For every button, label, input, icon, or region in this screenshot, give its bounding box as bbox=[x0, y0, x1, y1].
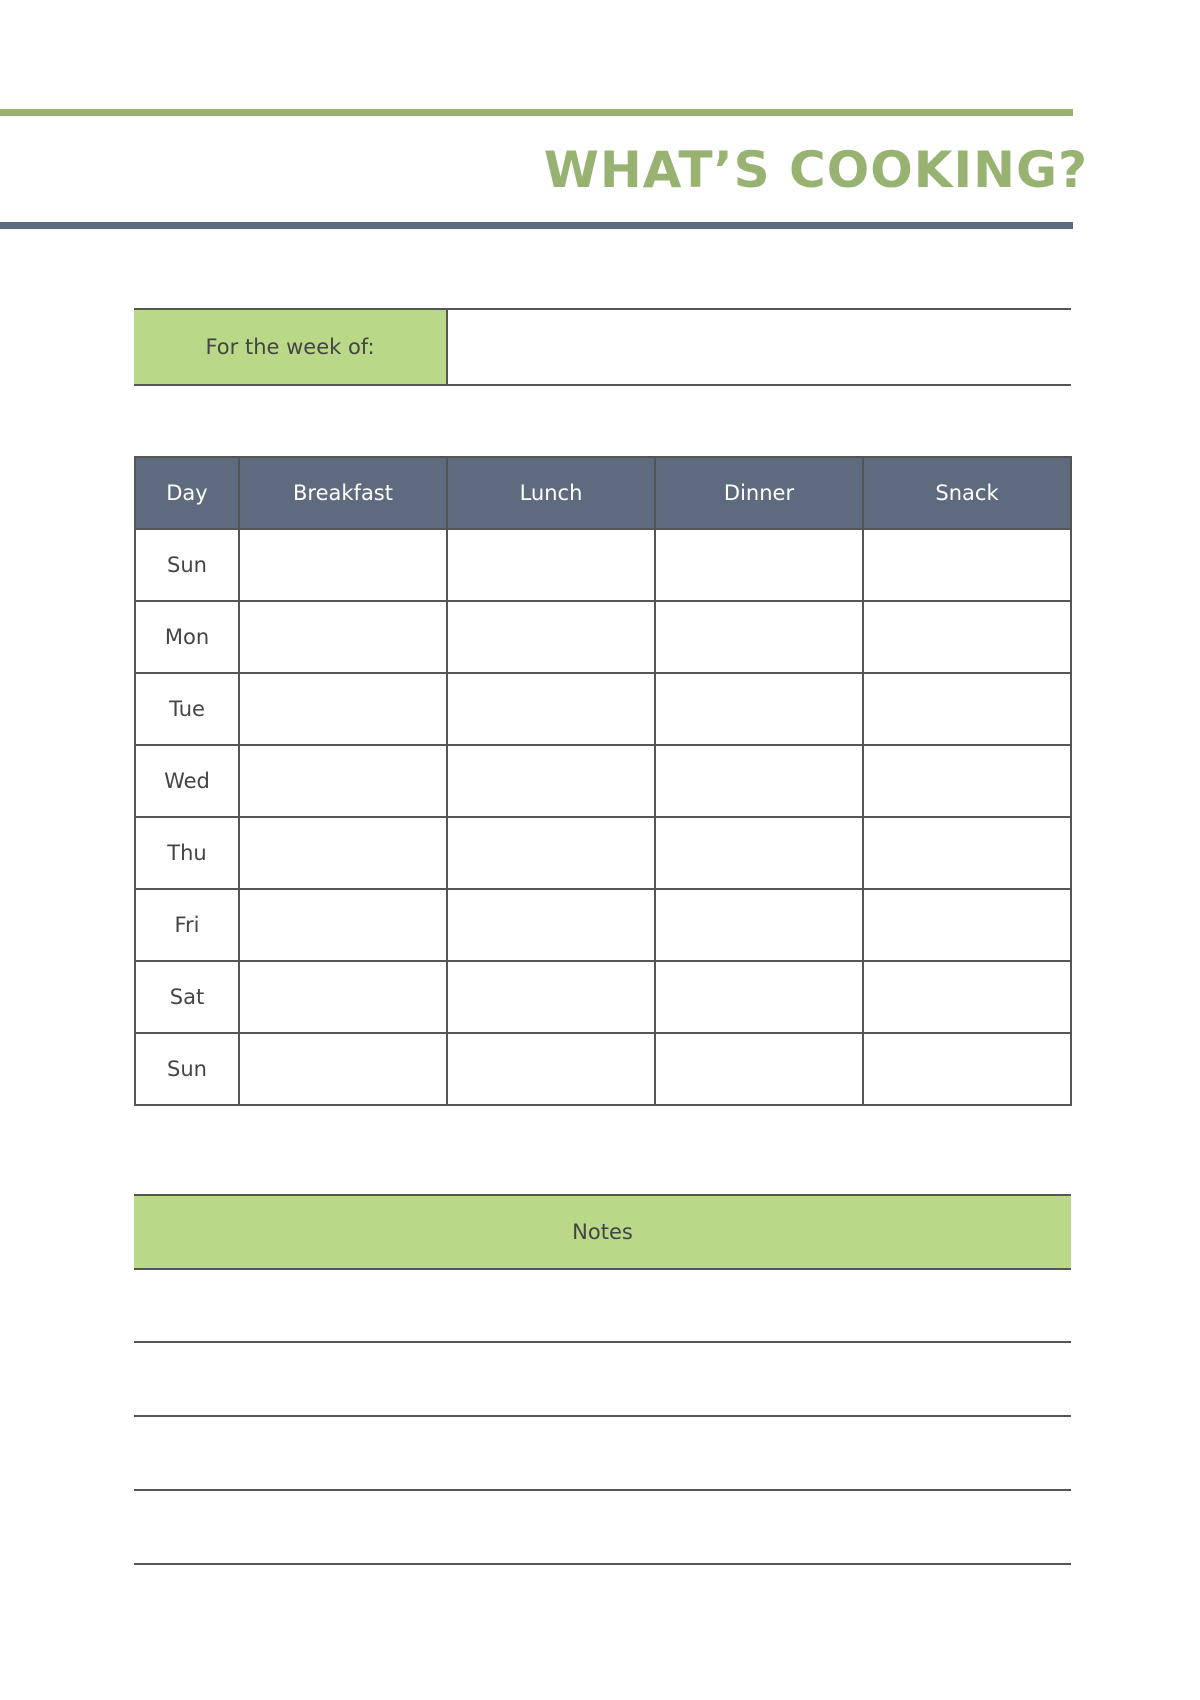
table-header-row bbox=[135, 457, 1071, 529]
breakfast-cell[interactable] bbox=[239, 889, 447, 961]
snack-cell[interactable] bbox=[863, 673, 1071, 745]
dinner-cell[interactable] bbox=[655, 817, 863, 889]
snack-cell[interactable] bbox=[863, 601, 1071, 673]
day-cell: Tue bbox=[135, 673, 239, 745]
snack-cell[interactable] bbox=[863, 1033, 1071, 1105]
week-of-row bbox=[134, 308, 1071, 386]
snack-cell[interactable] bbox=[863, 961, 1071, 1033]
dinner-cell[interactable] bbox=[655, 601, 863, 673]
table-row bbox=[135, 961, 1071, 1033]
week-of-label: For the week of: bbox=[134, 310, 448, 384]
snack-cell[interactable] bbox=[863, 745, 1071, 817]
note-line[interactable] bbox=[134, 1341, 1071, 1343]
dinner-cell[interactable] bbox=[655, 1033, 863, 1105]
notes-header: Notes bbox=[134, 1194, 1071, 1270]
table-row bbox=[135, 601, 1071, 673]
lunch-cell[interactable] bbox=[447, 889, 655, 961]
table-row bbox=[135, 889, 1071, 961]
column-header-snack: Snack bbox=[863, 457, 1071, 529]
column-header-lunch: Lunch bbox=[447, 457, 655, 529]
day-cell: Sun bbox=[135, 529, 239, 601]
table-row bbox=[135, 673, 1071, 745]
breakfast-cell[interactable] bbox=[239, 529, 447, 601]
bottom-slate-rule bbox=[0, 222, 1073, 229]
snack-cell[interactable] bbox=[863, 529, 1071, 601]
day-cell: Sun bbox=[135, 1033, 239, 1105]
dinner-cell[interactable] bbox=[655, 745, 863, 817]
day-cell: Mon bbox=[135, 601, 239, 673]
dinner-cell[interactable] bbox=[655, 961, 863, 1033]
column-header-dinner: Dinner bbox=[655, 457, 863, 529]
day-cell: Sat bbox=[135, 961, 239, 1033]
lunch-cell[interactable] bbox=[447, 529, 655, 601]
page-title: WHAT’S COOKING? bbox=[543, 141, 1088, 199]
snack-cell[interactable] bbox=[863, 889, 1071, 961]
lunch-cell[interactable] bbox=[447, 673, 655, 745]
column-header-day: Day bbox=[135, 457, 239, 529]
lunch-cell[interactable] bbox=[447, 1033, 655, 1105]
note-line[interactable] bbox=[134, 1415, 1071, 1417]
breakfast-cell[interactable] bbox=[239, 1033, 447, 1105]
table-row bbox=[135, 1033, 1071, 1105]
breakfast-cell[interactable] bbox=[239, 673, 447, 745]
lunch-cell[interactable] bbox=[447, 961, 655, 1033]
note-line[interactable] bbox=[134, 1563, 1071, 1565]
day-cell: Fri bbox=[135, 889, 239, 961]
week-of-field[interactable] bbox=[448, 310, 1071, 384]
breakfast-cell[interactable] bbox=[239, 745, 447, 817]
lunch-cell[interactable] bbox=[447, 745, 655, 817]
lunch-cell[interactable] bbox=[447, 817, 655, 889]
table-row bbox=[135, 817, 1071, 889]
breakfast-cell[interactable] bbox=[239, 961, 447, 1033]
table-row bbox=[135, 745, 1071, 817]
meal-plan-table bbox=[134, 456, 1072, 1106]
breakfast-cell[interactable] bbox=[239, 817, 447, 889]
day-cell: Wed bbox=[135, 745, 239, 817]
dinner-cell[interactable] bbox=[655, 889, 863, 961]
dinner-cell[interactable] bbox=[655, 529, 863, 601]
breakfast-cell[interactable] bbox=[239, 601, 447, 673]
column-header-breakfast: Breakfast bbox=[239, 457, 447, 529]
table-row bbox=[135, 529, 1071, 601]
dinner-cell[interactable] bbox=[655, 673, 863, 745]
lunch-cell[interactable] bbox=[447, 601, 655, 673]
note-line[interactable] bbox=[134, 1489, 1071, 1491]
day-cell: Thu bbox=[135, 817, 239, 889]
top-green-rule bbox=[0, 109, 1073, 116]
snack-cell[interactable] bbox=[863, 817, 1071, 889]
